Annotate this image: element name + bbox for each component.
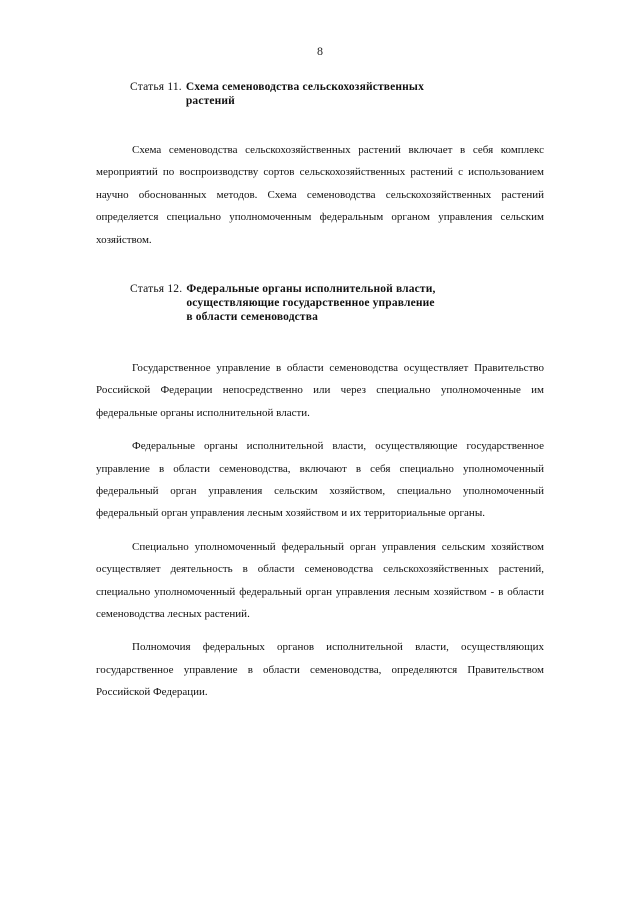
article-11 [96,80,544,251]
article-title: Схема семеноводства сельскохозяйственных растений [185,81,424,107]
article-number: Статья 12. [130,283,183,295]
article-heading [130,282,544,324]
article-body [96,139,544,251]
article-number: Статья 11. [130,81,182,93]
page-number: 8 [317,44,323,58]
article-12 [96,282,544,704]
paragraph: Схема семеноводства сельскохозяйственных растений включает в себя комплекс мероприятий по воспроизводству сортов сельскохозяйственных растений с использованием научно обоснованных методов. Схема семеноводства сельскохозяйственных растений определяется специально уполномоченным федеральным органом управления сельским хозяйством. [96,144,544,246]
paragraph: Специально уполномоченный федеральный орган управления сельским хозяйством осуществляет деятельность в области семеноводства сельскохозяйственных растений, специально уполномоченный федеральный орган управления лесным хозяйством - в области семеноводства лесных растений. [96,540,544,621]
paragraph: Полномочия федеральных органов исполнительной власти, осуществляющих государственное управление в области семеноводства, определяются Правительством Российской Федерации. [96,641,544,699]
paragraph: Федеральные органы исполнительной власти, осуществляющие государственное управление в области семеноводства, включают в себя специально уполномоченный федеральный орган управления сельским хозяйством, специально уполномоченный федеральный орган управления лесным хозяйством и их территориальные органы. [96,440,544,520]
paragraph: Государственное управление в области семеноводства осуществляет Правительство Российской Федерации непосредственно или через специально уполномоченные им федеральные органы исполнительной власти. [96,362,544,419]
article-heading [130,80,544,108]
article-title: Федеральные органы исполнительной власти, осуществляющие государственное управление в области семеноводства [186,283,436,323]
article-body [96,357,544,704]
